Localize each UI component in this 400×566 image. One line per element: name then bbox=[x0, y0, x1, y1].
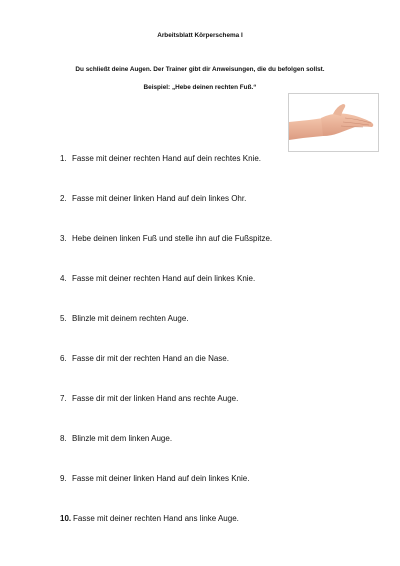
item-number: 4. bbox=[60, 274, 67, 283]
item-text: Blinzle mit deinem rechten Auge. bbox=[72, 314, 189, 323]
item-number: 8. bbox=[60, 434, 67, 443]
list-item bbox=[60, 472, 249, 486]
item-text: Fasse mit deiner linken Hand auf dein linkes Knie. bbox=[72, 474, 250, 483]
list-item bbox=[60, 192, 246, 206]
item-number: 7. bbox=[60, 394, 67, 403]
hand-image bbox=[288, 93, 379, 152]
list-item bbox=[60, 512, 239, 526]
item-text: Fasse mit deiner rechten Hand auf dein rechtes Knie. bbox=[72, 154, 261, 163]
item-text: Blinzle mit dem linken Auge. bbox=[72, 434, 173, 443]
item-number: 3. bbox=[60, 234, 67, 243]
list-item bbox=[60, 272, 255, 286]
item-number: 1. bbox=[60, 154, 67, 163]
item-text: Fasse dir mit der rechten Hand an die Nase. bbox=[72, 354, 229, 363]
list-item bbox=[60, 392, 238, 406]
list-item bbox=[60, 312, 189, 326]
item-number: 9. bbox=[60, 474, 67, 483]
item-text: Hebe deinen linken Fuß und stelle ihn auf die Fußspitze. bbox=[72, 234, 273, 243]
item-number: 2. bbox=[60, 194, 67, 203]
hand-icon bbox=[289, 94, 378, 151]
item-number: 10. bbox=[60, 514, 72, 523]
item-number: 6. bbox=[60, 354, 67, 363]
item-number: 5. bbox=[60, 314, 67, 323]
item-text: Fasse mit deiner rechten Hand auf dein linkes Knie. bbox=[72, 274, 256, 283]
list-item bbox=[60, 352, 229, 366]
item-text: Fasse dir mit der linken Hand ans rechte Auge. bbox=[72, 394, 239, 403]
list-item bbox=[60, 232, 272, 246]
item-text: Fasse mit deiner linken Hand auf dein linkes Ohr. bbox=[72, 194, 247, 203]
instruction-text: Du schließt deine Augen. Der Trainer gibt dir Anweisungen, die du befolgen sollst. bbox=[75, 66, 325, 73]
list-item bbox=[60, 152, 261, 166]
item-text: Fasse mit deiner rechten Hand ans linke Auge. bbox=[73, 514, 239, 523]
page-title: Arbeitsblatt Körperschema I bbox=[157, 32, 243, 39]
list-item bbox=[60, 432, 172, 446]
example-text: Beispiel: „Hebe deinen rechten Fuß.“ bbox=[143, 84, 257, 91]
